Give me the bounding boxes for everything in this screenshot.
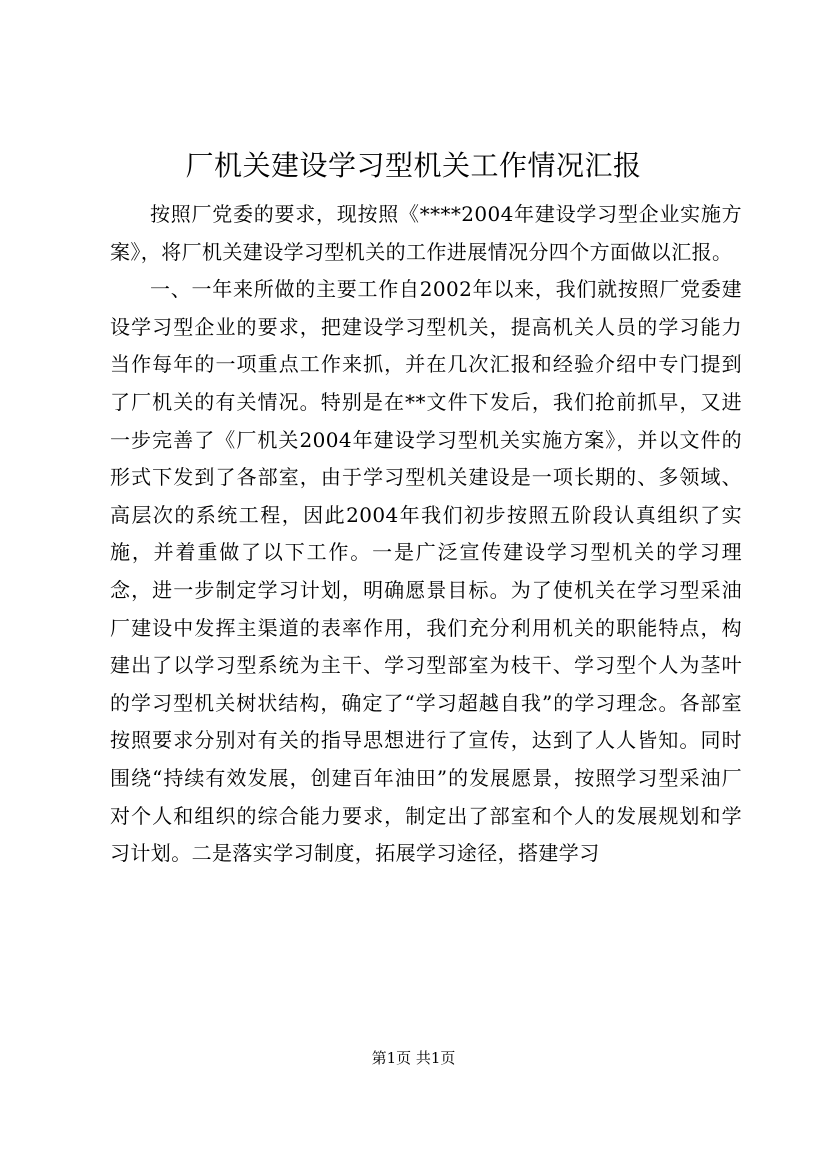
page-number-footer: 第1页 共1页 xyxy=(371,1049,456,1067)
document-title: 厂机关建设学习型机关工作情况汇报 xyxy=(185,149,642,182)
paragraph-section-one: 一、一年来所做的主要工作自2002年以来，我们就按照厂党委建设学习型企业的要求，把建设学习型机关，提高机关人员的学习能力当作每年的一项重点工作来抓，并在几次汇报和经验介绍中专门提到了厂机关的有关情况。特别是在**文件下发后，我们抢前抓早，又进一步完善了《厂机关2004年建设学习型机关实施方案》，并以文件的形式下发到了各部室，由于学习型机关建设是一项长期的、多领域、高层次的系统工程，因此2004年我们初步按照五阶段认真组织了实施，并着重做了以下工作。一是广泛宣传建设学习型机关的学习理念，进一步制定学习计划，明确愿景目标。为了使机关在学习型采油厂建设中发挥主渠道的表率作用，我们充分利用机关的职能特点，构建出了以学习型系统为主干、学习型部室为枝干、学习型个人为茎叶的学习型机关树状结构，确定了“学习超越自我”的学习理念。各部室按照要求分别对有关的指导思想进行了宣传，达到了人人皆知。同时围绕“持续有效发展，创建百年油田”的发展愿景，按照学习型采油厂对个人和组织的综合能力要求，制定出了部室和个人的发展规划和学习计划。二是落实学习制度，拓展学习途径，搭建学习 xyxy=(110,277,742,866)
document-body xyxy=(110,196,742,873)
paragraph-intro: 按照厂党委的要求，现按照《****2004年建设学习型企业实施方案》，将厂机关建设学习型机关的工作进展情况分四个方面做以汇报。 xyxy=(110,202,742,264)
